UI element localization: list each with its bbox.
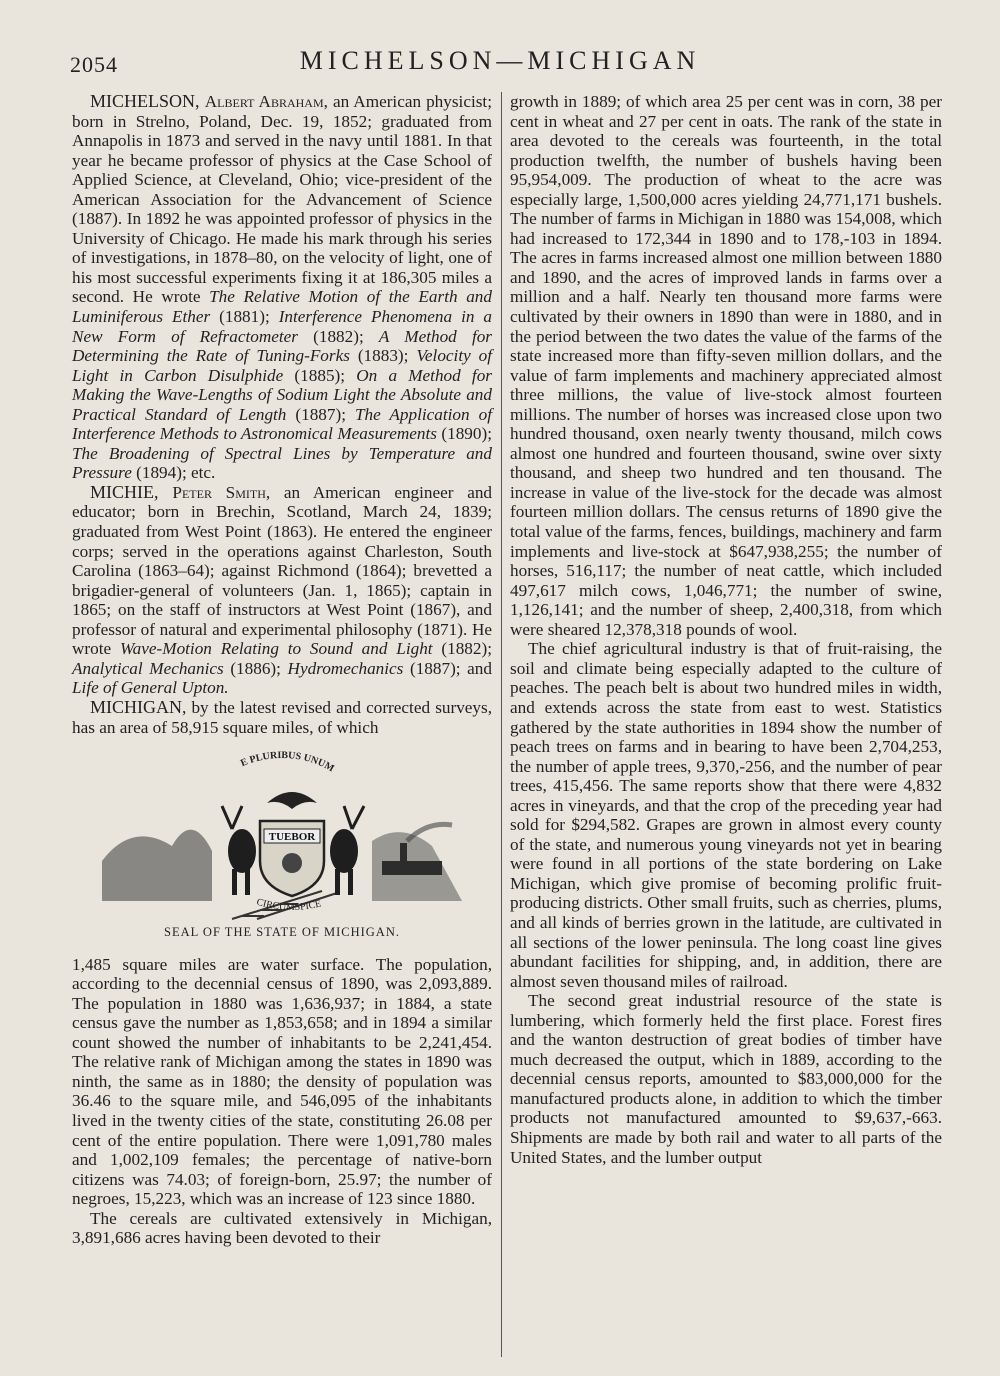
work-title: Analytical Mechanics [72, 658, 224, 678]
motto-banner: TUEBOR [268, 831, 316, 844]
left-column [72, 92, 492, 1248]
entry-name: Albert Abraham [204, 92, 324, 111]
work-title: Interference Phenomena in a New Form of Refractometer [72, 307, 492, 346]
agriculture-paragraph: growth in 1889; of which area 25 per cent was in corn, 38 per cent in wheat and 27 per cent in oats. The rank of the state in area devoted to the cereals was fourteenth, in the total production twelfth, the number of bushels having been 95,954,009. The production of wheat to the acre was especially large, 1,500,000 acres yielding 24,771,171 bushels. The number of farms in Michigan in 1880 was 154,008, which had increased to 172,344 in 1890 and to 178,-103 in 1894. The acres in farms increased almost one million between 1880 and 1890, and the acres of improved lands in farms over a million and a half. Nearly ten thousand more farms were cultivated by their owners in 1890 than were in 1880, and in the period between the two dates the value of the farms of the state increased more than fifty-seven million dollars, and the value of farm implements and machinery appreciated almost three millions, the value of live-stock almost fourteen millions. The number of horses was increased close upon two hundred thousand, oxen nearly twenty thousand, milch cows almost one hundred and fourteen thousand, swine over sixty thousand, and sheep two hundred and ten thousand. The increase in value of the live-stock for the decade was almost fourteen million dollars. The census returns of 1890 give the total value of the farms, fences, buildings, machinery and farm implements and live-stock at $647,938,255; the number of horses, 516,117; the number of neat cattle, which included 497,617 milch cows, 1,046,771; the number of swine, 1,126,141; and the number of sheep, 2,400,318, from which were sheared 12,378,318 pounds of wool. [510, 92, 942, 639]
work-title: The Relative Motion of the Earth and Luminiferous Ether [72, 287, 492, 327]
foliage-left [102, 830, 212, 901]
work-title: A Method for Determining the Rate of Tuning-Forks [72, 326, 492, 366]
lumbering-paragraph: The second great industrial resource of the state is lumbering, which formerly held the first place. Forest fires and the wanton destruction of great bodies of timber have much decreased the output, which in 1889, according to the decennial census reports, amounted to $83,000,000 for the manufactured products alone, in addition to which the timber products not manufactured amounted to $9,637,-663. Shipments are made by both rail and water to all parts of the United States, and the lumber output [510, 991, 942, 1167]
eagle [267, 792, 317, 809]
entry-text: (1882); [297, 326, 379, 346]
entry-text: (1886); [223, 658, 288, 678]
work-title: On a Method for Making the Wave-Lengths of Sodium Light the Absolute and Practical Standard of Length [72, 365, 492, 424]
entry-michelson [72, 92, 492, 483]
entry-text: (1887); and [403, 658, 492, 678]
column-rule [501, 92, 502, 1357]
sun-emblem [282, 853, 302, 873]
page-number: 2054 [70, 52, 118, 77]
work-title: Hydromechanics [287, 658, 404, 678]
entry-text: (1885); [283, 365, 357, 385]
work-title: The Broadening of Spectral Lines by Temperature and Pressure [72, 443, 492, 483]
elk-left [222, 806, 256, 895]
work-title: The Application of Interference Methods to Astronomical Measurements [72, 404, 492, 444]
seal-caption: SEAL OF THE STATE OF MICHIGAN. [164, 925, 400, 940]
state-seal-figure [72, 751, 492, 921]
entry-text: , an American physicist; born in Strelno, Poland, Dec. 19, 1852; graduated from Annapolis in 1873 and served in the navy until 1881. In that year he became professor of physics at the Case School of Applied Science, at Cleveland, Ohio; vice-president of the American Association for the Advancement of Science (1887). In 1892 he was appointed professor of physics in the University of Chicago. He made his mark through his series of investigations, in 1878–80, on the velocity of light, one of his most successful experiments fixing it at 186,305 miles a second. He wrote [72, 92, 492, 307]
right-column [510, 92, 942, 1167]
motto-bottom: CIRCUMSPICE [255, 896, 323, 914]
entry-name: Peter Smith [172, 482, 266, 502]
entry-text: (1882); [432, 639, 492, 659]
moose-right [330, 806, 364, 895]
entry-head: MICHIE, [90, 481, 173, 502]
cereals-paragraph: The cereals are cultivated extensively in Michigan, 3,891,686 acres having been devoted to their [72, 1208, 492, 1248]
entry-text: , by the latest revised and corrected surveys, has an area of 58,915 square miles, of which [72, 697, 492, 737]
michigan-seal-illustration [82, 751, 482, 921]
entry-text: (1894); etc. [131, 463, 216, 483]
entry-head: MICHELSON, [90, 91, 205, 111]
motto-top: E PLURIBUS UNUM [239, 751, 336, 775]
work-title: Wave-Motion Relating to Sound and Light [119, 639, 433, 659]
fruit-paragraph: The chief agricultural industry is that of fruit-raising, the soil and climate being especially adapted to the culture of peaches. The peach belt is about two hundred miles in width, and extends across the state from east to west. Statistics gathered by the state authorities in 1894 show the number of peach trees on farms and in bearing to have been 2,704,253, the number of apple trees, 9,370,-256, and the number of pear trees, 415,456. The same reports show that there were 4,832 acres in vineyards, and that the crop of the preceding year had sold for $294,582. Grapes are grown in almost every county of the state, and numerous young vineyards not yet in bearing were found in all portions of the state bordering on Lake Michigan, which give promise of becoming prolific fruit-producing districts. Other small fruits, such as cherries, plums, and all kinds of berries grown in the latitude, are cultivated in all sections of the lower peninsula. The long coast line gives abundant facilities for shipping, and, in addition, there are almost seven thousand miles of railroad. [510, 639, 942, 991]
entry-michigan [72, 698, 492, 737]
entry-text: (1887); [286, 404, 355, 424]
entry-michie [72, 483, 492, 698]
entry-text: (1881); [210, 307, 279, 327]
entry-text: (1890); [436, 424, 492, 444]
running-title: MICHELSON—MICHIGAN [299, 46, 701, 75]
entry-text: (1883); [349, 346, 417, 366]
michigan-continued: 1,485 square miles are water surface. The population, according to the decennial census of 1890, was 2,093,889. The population in 1880 was 1,636,937; in 1884, a state census gave the number as 1,853,658; and in 1894 a similar count showed the number of inhabitants to be 2,241,454. The relative rank of Michigan among the states in 1890 was ninth, the same as in 1880; the density of population was 36.46 to the square mile, and 546,095 of the inhabitants lived in the twenty cities of the state, constituting 26.08 per cent of the entire population. There were 1,091,780 males and 1,002,109 females; the percentage of native-born citizens was 74.03; of foreign-born, 25.97; the number of negroes, 15,223, which was an increase of 123 since 1880. [72, 954, 492, 1209]
work-title: Life of General Upton. [72, 678, 229, 698]
work-title: Velocity of Light in Carbon Disulphide [72, 346, 492, 385]
entry-head: MICHIGAN [90, 696, 182, 717]
entry-text: , an American engineer and educator; born in Brechin, Scotland, March 24, 1839; graduated from West Point (1863). He entered the engineer corps; served in the operations against Charleston, South Carolina (1863–64); against Richmond (1864); brevetted a brigadier-general of volunteers (Jan. 1, 1865); captain in 1865; on the staff of instructors at West Point (1867), and professor of natural and experimental philosophy (1871). He wrote [72, 482, 493, 659]
